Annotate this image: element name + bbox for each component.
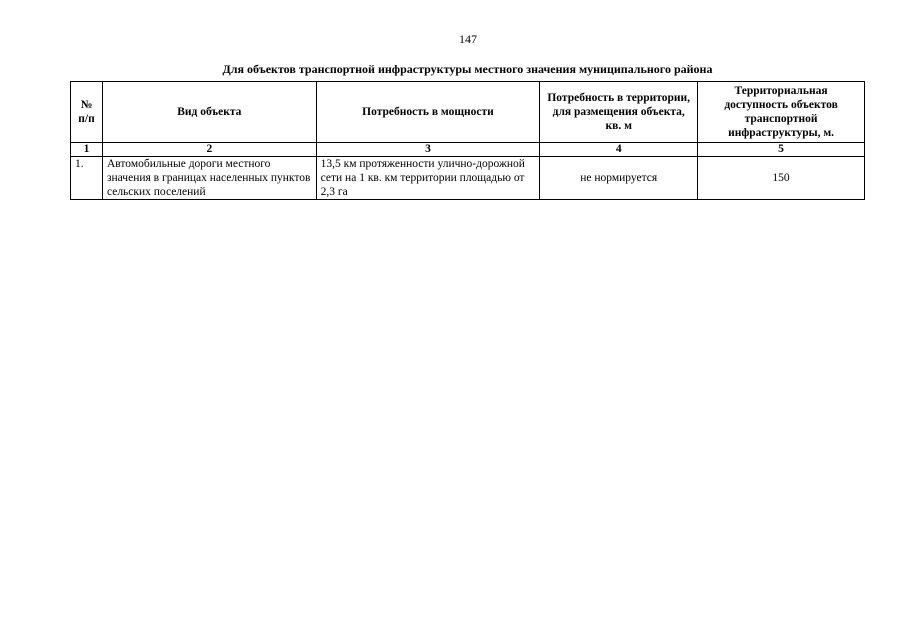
column-number: 5 [698,143,865,157]
page-number: 147 [459,32,477,46]
column-number: 1 [71,143,103,157]
infrastructure-table [70,81,865,200]
column-number: 2 [102,143,316,157]
row-number-cell: 1. [71,157,103,200]
header-territory-need: Потребность в территории, для размещения объекта, кв. м [540,82,698,143]
table-row [71,157,865,200]
column-number: 3 [316,143,540,157]
header-object-type: Вид объекта [102,82,316,143]
header-number: № п/п [71,82,103,143]
header-capacity-need: Потребность в мощности [316,82,540,143]
table-header-row [71,82,865,143]
capacity-need-cell: 13,5 км протяженности улично-дорожной сети на 1 кв. км территории площадью от 2,3 га [316,157,540,200]
object-type-cell: Автомобильные дороги местного значения в границах населенных пунктов сельских поселений [102,157,316,200]
header-accessibility: Территориальная доступность объектов транспортной инфраструктуры, м. [698,82,865,143]
territory-need-cell: не нормируется [540,157,698,200]
column-number: 4 [540,143,698,157]
table-title: Для объектов транспортной инфраструктуры местного значения муниципального района [222,62,713,76]
column-number-row [71,143,865,157]
accessibility-cell: 150 [698,157,865,200]
